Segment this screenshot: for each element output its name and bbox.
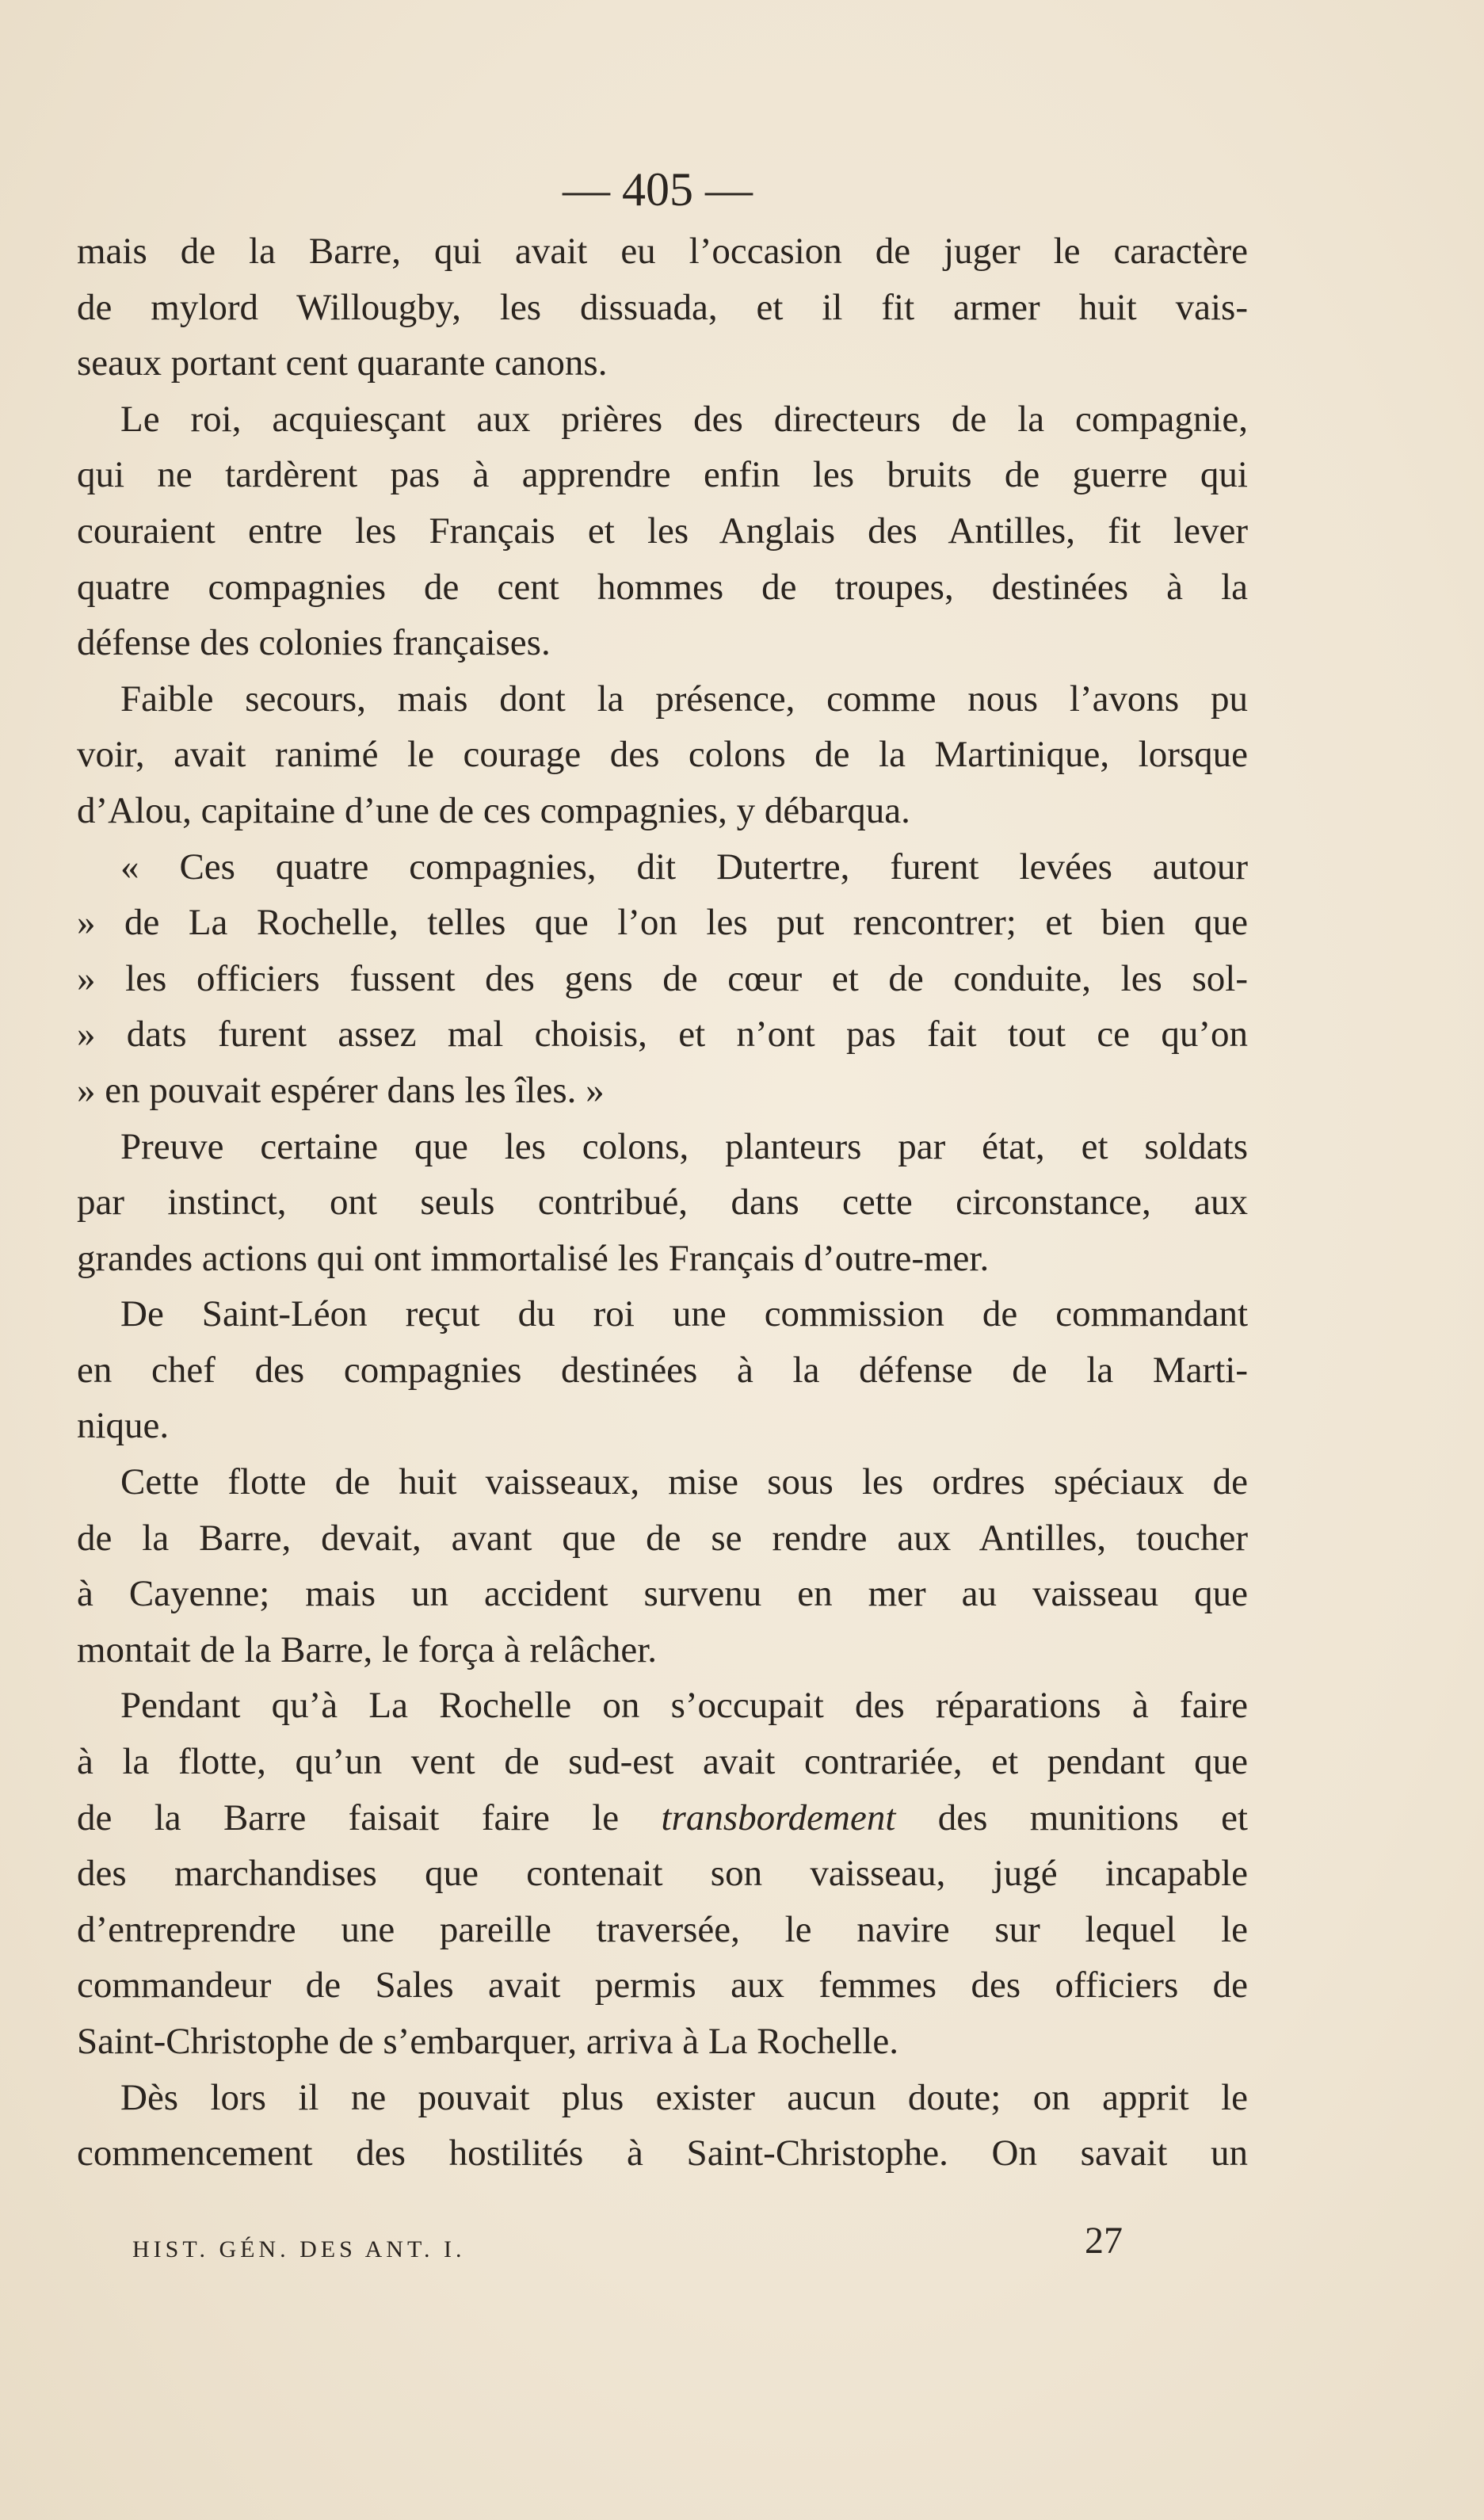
text-line: commandeur de Sales avait permis aux femmes des officiers de [77, 1964, 1248, 2006]
text-line: de mylord Willougby, les dissuada, et il fit armer huit vais- [77, 286, 1248, 328]
text-line: « Ces quatre compagnies, dit Dutertre, furent levées autour [120, 846, 1248, 888]
text-line: quatre compagnies de cent hommes de troupes, destinées à la [77, 566, 1248, 608]
signature-number: 27 [1085, 2220, 1123, 2262]
text-line: Cette flotte de huit vaisseaux, mise sous les ordres spéciaux de [120, 1461, 1248, 1503]
emphasis: transbordement [661, 1796, 896, 1838]
text-line: de la Barre, devait, avant que de se rendre aux Antilles, toucher [77, 1517, 1248, 1559]
text-line: d’Alou, capitaine d’une de ces compagnies, y débarqua. [77, 789, 910, 831]
text-line: » dats furent assez mal choisis, et n’ont pas fait tout ce qu’on [77, 1014, 1248, 1056]
text-line: voir, avait ranimé le courage des colons de la Martinique, lorsque [77, 734, 1248, 776]
text-line: » en pouvait espérer dans les îles. » [77, 1069, 605, 1111]
text-line: mais de la Barre, qui avait eu l’occasion de juger le caractère [77, 231, 1248, 272]
text-line: commencement des hostilités à Saint-Christophe. On savait un [77, 2132, 1248, 2174]
text-line: de la Barre faisait faire le transbordement des munitions et [77, 1796, 1248, 1838]
text-line: nique. [77, 1405, 170, 1447]
text-line: grandes actions qui ont immortalisé les Français d’outre-mer. [77, 1237, 990, 1279]
text-line: en chef des compagnies destinées à la défense de la Marti- [77, 1349, 1248, 1391]
signature-mark: HIST. GÉN. DES ANT. I. [132, 2236, 466, 2262]
text-line: des marchandises que contenait son vaisseau, jugé incapable [77, 1853, 1248, 1895]
page-number: — 405 — [563, 163, 753, 216]
text-line: qui ne tardèrent pas à apprendre enfin les bruits de guerre qui [77, 454, 1248, 496]
text-line: Faible secours, mais dont la présence, comme nous l’avons pu [120, 678, 1248, 720]
text-line: seaux portant cent quarante canons. [77, 342, 608, 384]
text-line: à Cayenne; mais un accident survenu en mer au vaisseau que [77, 1573, 1248, 1615]
body-text [77, 223, 1248, 2182]
text-line: couraient entre les Français et les Anglais des Antilles, fit lever [77, 510, 1248, 552]
text-line: Preuve certaine que les colons, planteurs par état, et soldats [120, 1125, 1248, 1167]
text-line: Pendant qu’à La Rochelle on s’occupait des réparations à faire [120, 1685, 1248, 1727]
text-line: Dès lors il ne pouvait plus exister aucun doute; on apprit le [120, 2076, 1248, 2118]
text-line: De Saint-Léon reçut du roi une commission de commandant [120, 1293, 1248, 1335]
text-line: défense des colonies françaises. [77, 622, 551, 664]
text-line: » de La Rochelle, telles que l’on les put rencontrer; et bien que [77, 902, 1248, 944]
text-line: d’entreprendre une pareille traversée, le navire sur lequel le [77, 1908, 1248, 1950]
text-line: montait de la Barre, le força à relâcher. [77, 1628, 658, 1670]
text-line: Le roi, acquiesçant aux prières des directeurs de la compagnie, [120, 398, 1248, 440]
text-line: à la flotte, qu’un vent de sud-est avait contrariée, et pendant que [77, 1741, 1248, 1783]
text-line: » les officiers fussent des gens de cœur et de conduite, les sol- [77, 957, 1248, 999]
text-line: par instinct, ont seuls contribué, dans cette circonstance, aux [77, 1182, 1248, 1224]
text-line: Saint-Christophe de s’embarquer, arriva à La Rochelle. [77, 2021, 898, 2062]
